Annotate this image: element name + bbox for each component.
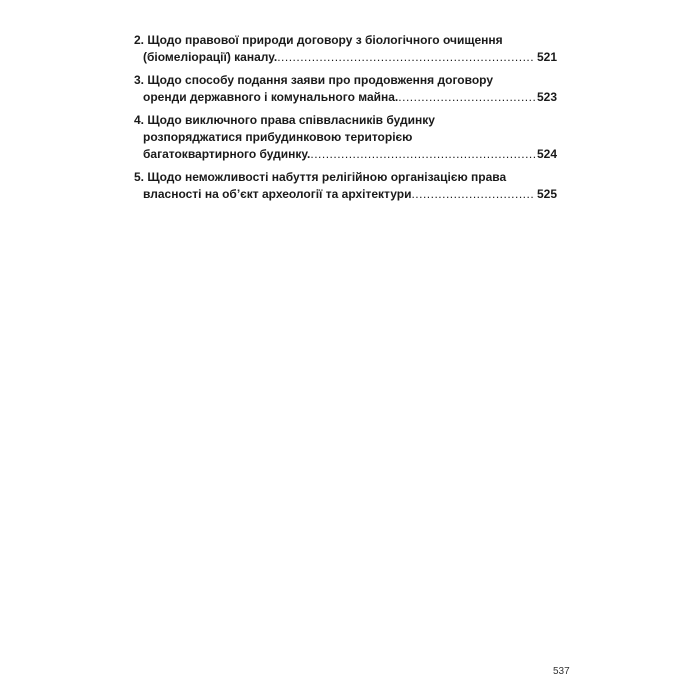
toc-entry-title-line: 4. Щодо виключного права співвласників будинку	[134, 113, 435, 127]
toc-entry-title-line: розпоряджатися прибудинковою територією	[143, 130, 413, 144]
toc-entry	[134, 112, 557, 163]
dot-leader	[411, 186, 535, 203]
toc-entry-title-end: (біомеліорації) каналу.	[143, 50, 278, 64]
toc-entry	[134, 32, 557, 66]
dot-leader	[277, 49, 535, 66]
toc-entry-last-line	[134, 146, 557, 163]
page-number: 537	[553, 666, 570, 677]
toc-entry-title-line: 2. Щодо правової природи договору з біологічного очищення	[134, 33, 503, 47]
dot-leader	[398, 89, 535, 106]
toc-page-number: 523	[536, 90, 557, 104]
toc-entry-title-end: багатоквартирного будинку.	[143, 147, 311, 161]
toc-page-number: 524	[536, 147, 557, 161]
toc-page-number: 521	[536, 50, 557, 64]
toc-entry-last-line	[134, 89, 557, 106]
toc-entry-last-line	[134, 49, 557, 66]
toc-entry-title-line: 5. Щодо неможливості набуття релігійною організацією права	[134, 170, 507, 184]
toc-entry-last-line	[134, 186, 557, 203]
toc-entry-title-end: власності на об’єкт археології та архітектури	[143, 187, 412, 201]
toc-entry-title-end: оренди державного і комунального майна.	[143, 90, 399, 104]
toc-page-number: 525	[536, 187, 557, 201]
toc-entry	[134, 72, 557, 106]
dot-leader	[310, 146, 535, 163]
table-of-contents	[134, 32, 557, 209]
toc-entry	[134, 169, 557, 203]
toc-entry-title-line: 3. Щодо способу подання заяви про продовження договору	[134, 73, 494, 87]
